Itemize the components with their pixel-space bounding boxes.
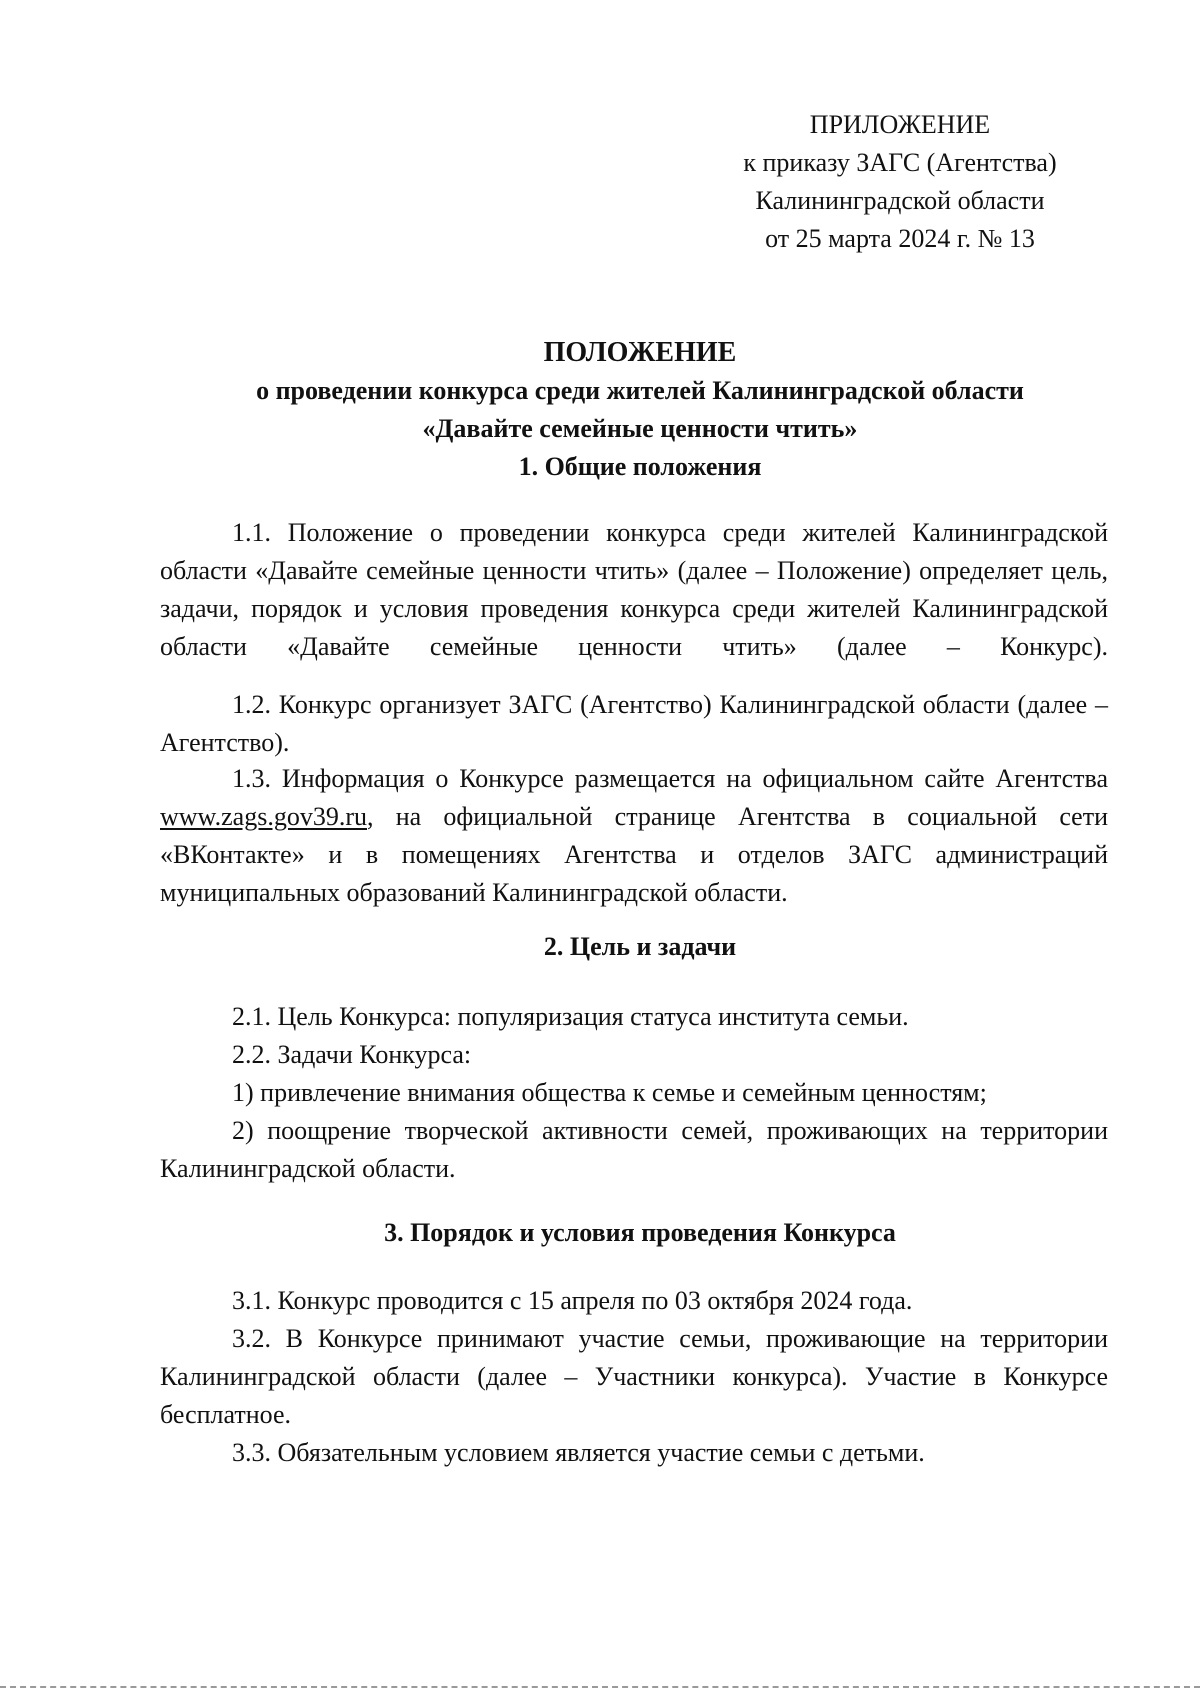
paragraph-2-1: 2.1. Цель Конкурса: популяризация статуса института семьи. — [232, 1002, 909, 1031]
section-2-heading: 2. Цель и задачи — [543, 932, 737, 961]
paragraph-1-3-text-after: , на официальной странице Агентства в социальной сети «ВКонтакте» и в помещениях Агентства и отделов ЗАГС администраций муниципальных образований Калининградской области. — [160, 802, 1108, 907]
appendix-order-ref: к приказу ЗАГС (Агентства) — [743, 148, 1057, 177]
scan-edge-divider — [0, 1686, 1200, 1688]
appendix-date-number: от 25 марта 2024 г. № 13 — [765, 224, 1035, 253]
paragraph-3-1: 3.1. Конкурс проводится с 15 апреля по 03 октября 2024 года. — [232, 1286, 913, 1315]
title-subtitle-2: «Давайте семейные ценности чтить» — [422, 414, 858, 443]
paragraph-2-2-item-1: 1) привлечение внимания общества к семье и семейным ценностям; — [232, 1078, 987, 1107]
paragraph-1-1: 1.1. Положение о проведении конкурса среди жителей Калининградской области «Давайте семейные ценности чтить» (далее – Положение) определяет цель, задачи, порядок и условия проведения конкурса среди жителей Калининградской области «Давайте семейные ценности чтить» (далее – Конкурс). — [160, 518, 1108, 661]
paragraph-1-3-text-before: 1.3. Информация о Конкурсе размещается на официальном сайте Агентства — [232, 764, 1108, 793]
section-1-heading: 1. Общие положения — [518, 452, 762, 481]
paragraph-3-3: 3.3. Обязательным условием является участие семьи с детьми. — [232, 1438, 925, 1467]
paragraph-2-2-item-2: 2) поощрение творческой активности семей, проживающих на территории Калининградской области. — [160, 1116, 1108, 1183]
appendix-block — [700, 106, 1100, 258]
appendix-region: Калининградской области — [755, 186, 1045, 215]
title-subtitle-1: о проведении конкурса среди жителей Калининградской области — [256, 376, 1024, 405]
paragraph-3-2: 3.2. В Конкурсе принимают участие семьи, проживающие на территории Калининградской области (далее – Участники конкурса). Участие в Конкурсе бесплатное. — [160, 1324, 1108, 1429]
paragraph-2-2: 2.2. Задачи Конкурса: — [232, 1040, 472, 1069]
agency-website-link[interactable]: www.zags.gov39.ru — [160, 802, 367, 831]
appendix-title: ПРИЛОЖЕНИЕ — [809, 110, 991, 139]
paragraph-1-3 — [160, 760, 1108, 912]
title-main: ПОЛОЖЕНИЕ — [543, 337, 737, 368]
section-3-heading: 3. Порядок и условия проведения Конкурса — [384, 1218, 896, 1247]
paragraph-1-2: 1.2. Конкурс организует ЗАГС (Агентство) Калининградской области (далее – Агентство). — [160, 690, 1108, 757]
document-title — [160, 334, 1120, 448]
